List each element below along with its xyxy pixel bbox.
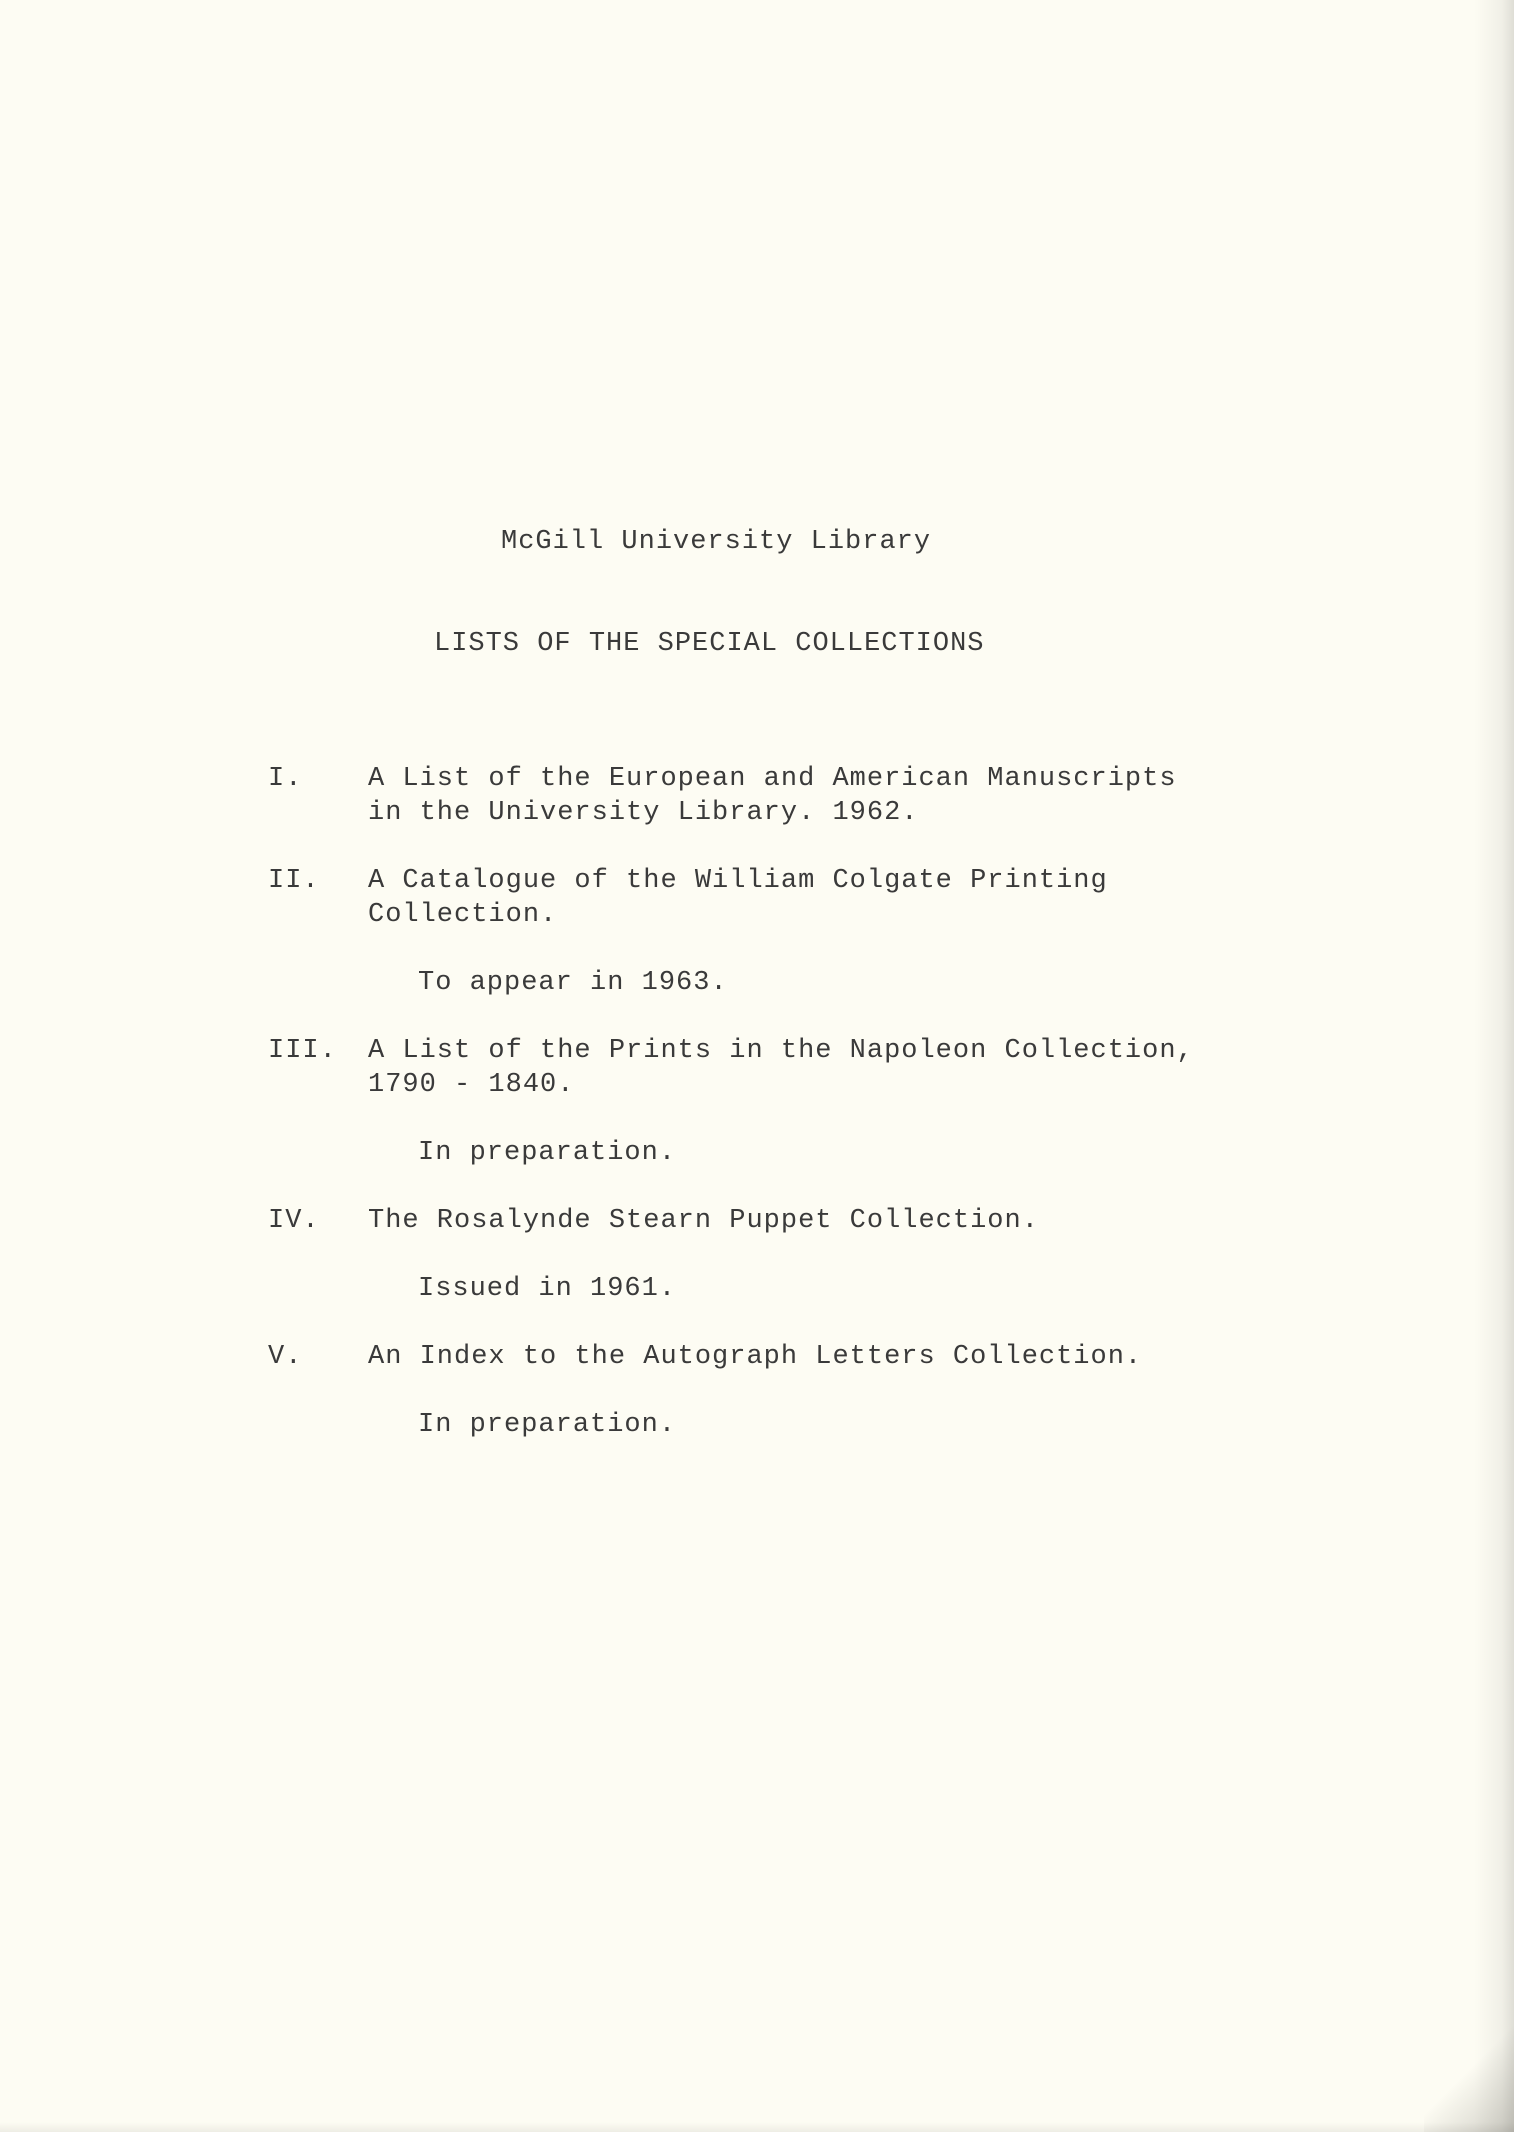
entry-status-note: In preparation.	[418, 1138, 677, 1168]
entry-text-line: A List of the Prints in the Napoleon Collection,	[368, 1036, 1194, 1066]
entry-numeral: V.	[268, 1342, 303, 1372]
entry-numeral: III.	[268, 1036, 337, 1066]
entry-numeral: I.	[268, 764, 303, 794]
entry-text-line: An Index to the Autograph Letters Collection.	[368, 1342, 1143, 1372]
entry-text-line: Collection.	[368, 900, 558, 930]
page-bottom-edge	[0, 2122, 1514, 2132]
entry-numeral: IV.	[268, 1206, 320, 1236]
entry-text-line: A Catalogue of the William Colgate Printing	[368, 866, 1108, 896]
entry-numeral: II.	[268, 866, 320, 896]
institution-heading: McGill University Library	[501, 527, 932, 557]
entry-text-line: A List of the European and American Manuscripts	[368, 764, 1177, 794]
page-edge-shadow	[1474, 0, 1514, 2132]
entry-status-note: Issued in 1961.	[418, 1274, 677, 1304]
page-corner-curl	[1424, 1982, 1514, 2132]
entry-status-note: To appear in 1963.	[418, 968, 728, 998]
entry-text-line: The Rosalynde Stearn Puppet Collection.	[368, 1206, 1039, 1236]
document-title: LISTS OF THE SPECIAL COLLECTIONS	[434, 629, 985, 659]
entry-text-line: in the University Library. 1962.	[368, 798, 919, 828]
entry-status-note: In preparation.	[418, 1410, 677, 1440]
entry-text-line: 1790 - 1840.	[368, 1070, 575, 1100]
